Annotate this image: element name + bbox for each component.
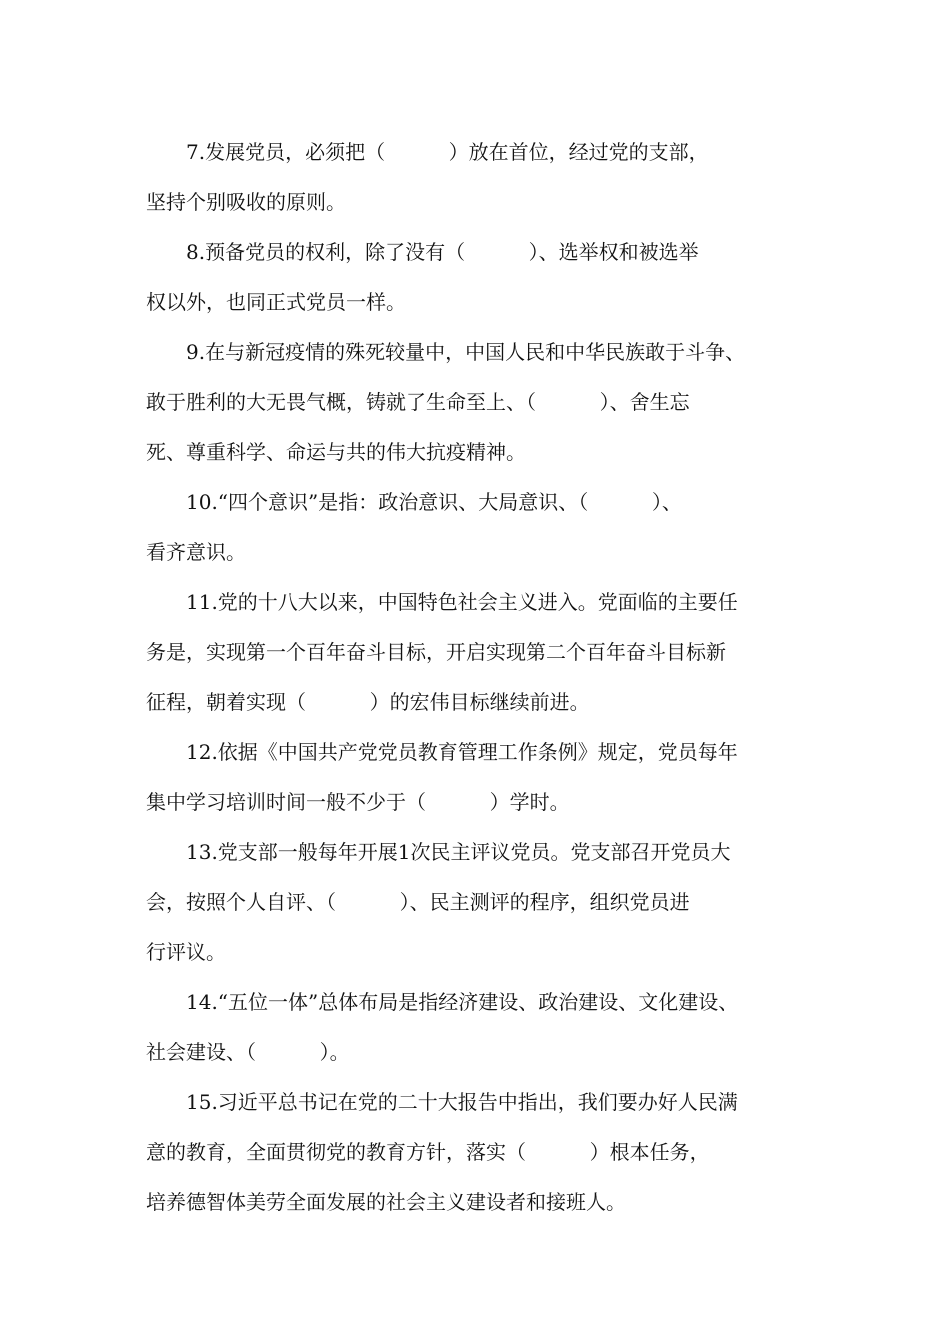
question-13-line-1: 13.党支部一般每年开展1次民主评议党员。党支部召开党员大 [186,840,731,864]
question-10-line-2: 看齐意识。 [146,540,246,564]
question-13-line-2: 会，按照个人自评、（ ）、民主测评的程序，组织党员进 [146,890,690,914]
question-15-line-2: 意的教育，全面贯彻党的教育方针，落实（ ）根本任务， [146,1140,710,1164]
question-7-line-1: 7.发展党员，必须把（ ）放在首位，经过党的支部， [186,140,709,164]
question-7-line-2: 坚持个别吸收的原则。 [146,190,346,214]
question-9-line-3: 死、尊重科学、命运与共的伟大抗疫精神。 [146,440,526,464]
question-12-line-2: 集中学习培训时间一般不少于（ ）学时。 [146,790,570,814]
question-10-line-1: 10.“四个意识”是指：政治意识、大局意识、（ ）、 [186,490,682,514]
question-11-line-1: 11.党的十八大以来，中国特色社会主义进入。党面临的主要任 [186,590,738,614]
question-8-line-1: 8.预备党员的权利，除了没有（ ）、选举权和被选举 [186,240,699,264]
question-15-line-1: 15.习近平总书记在党的二十大报告中指出，我们要办好人民满 [186,1090,738,1114]
question-8-line-2: 权以外，也同正式党员一样。 [146,290,406,314]
question-14-line-1: 14.“五位一体”总体布局是指经济建设、政治建设、文化建设、 [186,990,739,1014]
question-14-line-2: 社会建设、（ ）。 [146,1040,350,1064]
question-9-line-1: 9.在与新冠疫情的殊死较量中，中国人民和中华民族敢于斗争、 [186,340,746,364]
question-13-line-3: 行评议。 [146,940,226,964]
question-15-line-3: 培养德智体美劳全面发展的社会主义建设者和接班人。 [146,1190,626,1214]
question-9-line-2: 敢于胜利的大无畏气概，铸就了生命至上、（ ）、舍生忘 [146,390,690,414]
question-11-line-3: 征程，朝着实现（ ）的宏伟目标继续前进。 [146,690,590,714]
question-11-line-2: 务是，实现第一个百年奋斗目标，开启实现第二个百年奋斗目标新 [146,640,726,664]
question-12-line-1: 12.依据《中国共产党党员教育管理工作条例》规定，党员每年 [186,740,738,764]
